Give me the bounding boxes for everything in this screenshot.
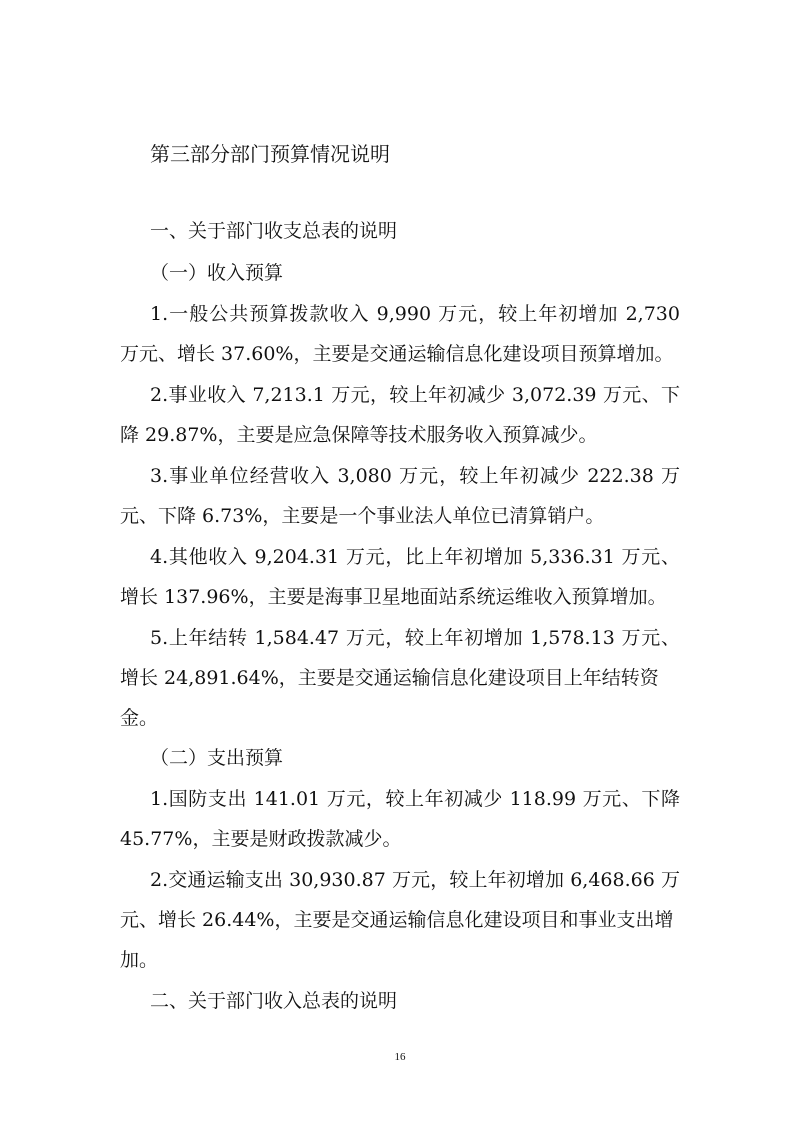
paragraph-line: 元、下降 6.73%，主要是一个事业法人单位已清算销户。 (120, 505, 605, 527)
paragraph-line: 2.交通运输支出 30,930.87 万元，较上年初增加 6,468.66 万 (150, 869, 680, 891)
paragraph-line: 1.一般公共预算拨款收入 9,990 万元，较上年初增加 2,730 (150, 303, 680, 325)
paragraph-line: 3.事业单位经营收入 3,080 万元，较上年初减少 222.38 万 (150, 465, 680, 487)
section-heading: 一、关于部门收支总表的说明 (150, 220, 398, 242)
paragraph-line: 4.其他收入 9,204.31 万元，比上年初增加 5,336.31 万元、 (150, 546, 680, 568)
paragraph-line: 增长 24,891.64%，主要是交通运输信息化建设项目上年结转资 (120, 667, 659, 689)
paragraph-line: 元、增长 26.44%，主要是交通运输信息化建设项目和事业支出增 (120, 909, 674, 931)
paragraph-line: 万元、增长 37.60%，主要是交通运输信息化建设项目预算增加。 (120, 343, 674, 365)
paragraph-line: 5.上年结转 1,584.47 万元，较上年初增加 1,578.13 万元、 (150, 627, 680, 649)
paragraph-line: 加。 (120, 949, 159, 971)
page-number: 16 (394, 1051, 406, 1063)
paragraph-line: 1.国防支出 141.01 万元，较上年初减少 118.99 万元、下降 (150, 788, 680, 810)
part-title: 第三部分部门预算情况说明 (150, 142, 390, 166)
subsection-heading: （一）收入预算 (150, 262, 284, 284)
paragraph-line: 45.77%，主要是财政拨款减少。 (120, 828, 402, 850)
section-heading: 二、关于部门收入总表的说明 (150, 990, 398, 1012)
paragraph-line: 增长 137.96%，主要是海事卫星地面站系统运维收入预算增加。 (120, 586, 667, 608)
paragraph-line: 降 29.87%，主要是应急保障等技术服务收入预算减少。 (120, 424, 598, 446)
paragraph-line: 2.事业收入 7,213.1 万元，较上年初减少 3,072.39 万元、下 (150, 384, 680, 406)
subsection-heading: （二）支出预算 (150, 747, 284, 769)
paragraph-line: 金。 (120, 707, 159, 729)
